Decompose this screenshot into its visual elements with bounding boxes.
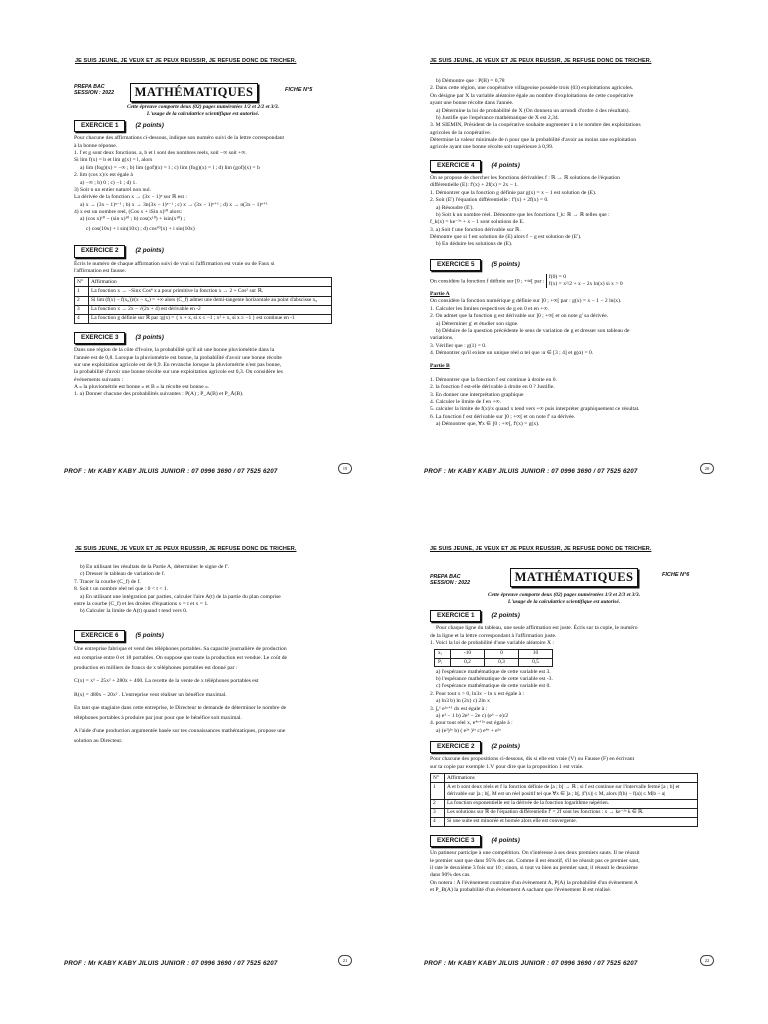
text-line: 1. f et g sont deux fonctions. a, b et l sont des nombres reels, soit −∞ soit +∞. <box>74 150 247 157</box>
text-line: 2. Dans cette région, une coopérative villageoise possède trois (03) exploitations agricoles. <box>430 85 634 92</box>
text-line: A « la pluviométrie est bonne » et B « la récolte est bonne ». <box>74 384 210 391</box>
text-line: la probabilité d'avoir une bonne récolte sur une exploitation agricole est 0,3. On considère les <box>74 369 283 376</box>
text-line: agricoles de la coopérative. <box>430 129 492 136</box>
text-line: A l'aide d'une production argumentée basée sur tes connaissances mathématiques, propose une <box>74 728 286 735</box>
text-line: sur ta copie par exemple 1.V pour dire que la proposition 1 est vraie. <box>430 763 584 770</box>
session-line: SESSION : 2022 <box>430 580 471 587</box>
text-line: 1. Démontrer que la fonction g définie par g(x) = x − 1 est solution de (E). <box>430 189 597 196</box>
text-line: entre la courbe (C_f) et les droites d'équations x = t et x = 1. <box>74 600 209 607</box>
page-footer: PROF : Mr KABY KABY JILUIS JUNIOR : 07 0996 3690 / 07 7525 6207 <box>424 468 638 475</box>
page-19 <box>0 0 384 512</box>
text-line: variations. <box>430 335 454 342</box>
table-cell: 10 <box>519 650 553 658</box>
continuation-text <box>430 78 698 152</box>
exercise-1-body <box>74 135 332 233</box>
page-20 <box>384 0 768 512</box>
text-line: a) −∞ ; b) 0 ; c) −1 ; d) 1. <box>80 179 137 186</box>
table-cell: 0 <box>485 650 519 658</box>
exercise-5-points: (5 points) <box>491 260 520 268</box>
table-cell: 4 <box>75 314 89 323</box>
exercise-1-points: (2 points) <box>491 612 520 620</box>
exercise-2-label: EXERCICE 2 <box>74 245 125 257</box>
exercise-3-points: (3 points) <box>135 333 164 341</box>
text-line: R(x) = 480x − 20x² . L'entreprise veut réaliser un bénéfice maximal. <box>74 691 227 698</box>
function-definition <box>430 274 698 288</box>
text-line: Si lim f(x) = b et lim g(x) = l, alors <box>74 157 153 164</box>
text-line: 1. a) Donner chacune des probabilités suivantes : P(A) ; P_A(B) et P_Ā(B). <box>74 391 244 398</box>
text-line: a) En utilisant une intégration par parties, calculer l'aire A(t) de la partie du plan comprise <box>80 593 281 600</box>
exam-subtitle <box>74 104 332 118</box>
prepa-line: PREPA BAC <box>430 574 461 580</box>
exercise-2-body <box>74 261 332 324</box>
text-line: b) Soit k un nombre réel. Démontre que les fonctions f_k: ℝ → ℝ telles que : <box>436 211 610 218</box>
exercise-1-label: EXERCICE 1 <box>74 120 125 132</box>
exercise-3-body <box>430 850 698 894</box>
table-row <box>431 817 698 826</box>
text-line: Pour chaque ligne du tableau, une seule affirmation est juste. Écris sur ta copie, le numéro <box>436 625 638 632</box>
text-line: a) Résoudre (E'). <box>436 204 474 211</box>
exercise-3-points: (4 points) <box>491 836 520 844</box>
text-line: 4. Démontrer qu'il existe un unique réel α tel que :α ∈ [3 ; 4] et g(α) = 0. <box>430 350 594 357</box>
exercise-5-body <box>430 274 698 428</box>
prepa-label <box>74 84 114 97</box>
exercise-1-label: EXERCICE 1 <box>430 610 481 622</box>
text-line: c) Dresser le tableau de variation de f. <box>80 571 166 578</box>
table-cell: 0,5 <box>519 658 553 666</box>
text-line: 6. La fonction f est dérivable sur ]0 ; +∞[ et on note f' sa dérivée. <box>430 413 576 420</box>
exercise-6-body <box>74 645 332 747</box>
probability-law-table <box>434 649 553 666</box>
text-line: Détermine la valeur minimale de n pour que la probabilité d'avoir au moins une exploitation <box>430 137 637 143</box>
table-cell: xᵢ <box>435 650 451 658</box>
text-line: c) cos(10x) + i sin(10x) ; d) cos¹⁰(x) + i sin(10x) <box>86 225 195 232</box>
text-line: En tant que stagiaire dans cette entreprise, le Directeur te demande de déterminer le nombre de <box>74 705 287 712</box>
text-line: a) lim (fog)(x) = −∞ ; b) lim (gof)(x) = l ; c) lim (fog)(x) = l ; d) lim (gof)(x) = b <box>80 164 260 171</box>
exam-subtitle <box>430 592 698 606</box>
exercise-6-points: (5 points) <box>135 631 164 639</box>
text-line: l'année est de 0,8. Lorsque la pluviométrie est bonne, la probabilité d'avoir une bonne récolte <box>74 354 282 361</box>
text-line: On notera : Ā l'évènement contraire d'un évènement A, P(A) la probabilité d'un évènement A <box>430 879 638 886</box>
text-line: sur une exploitation agricole est de 0,9. En revanche lorsque la pluviométrie n'est pas bonne, <box>74 361 282 368</box>
part-a-title: Partie A <box>430 291 450 298</box>
text-line: b) Justifie que l'espérance mathématique de X est 2,34. <box>436 114 560 121</box>
text-line: 2. Soit (E') l'équation différentielle : f'(x) + 2f(x) = 0. <box>430 197 549 204</box>
text-line: Une entreprise fabrique et vend des téléphones portables. Sa capacité journalière de production <box>74 645 287 652</box>
text-line: 2. la fonction f est-elle dérivable à droite en 0 ? Justifie. <box>430 384 555 391</box>
text-line: 3) Soit n un entier naturel non nul. <box>74 186 152 193</box>
subtitle-line: L'usage de la calculatrice scientifique est autorisé. <box>507 599 621 606</box>
page-footer: PROF : Mr KABY KABY JILUIS JUNIOR : 07 0996 3690 / 07 7525 6207 <box>424 960 638 967</box>
exercise-2-label: EXERCICE 2 <box>430 741 481 753</box>
table-row <box>75 314 332 323</box>
page-footer: PROF : Mr KABY KABY JILUIS JUNIOR : 07 0996 3690 / 07 7525 6207 <box>64 960 278 967</box>
text-line: téléphones portables à produire par jour pour que le bénéfice soit maximal. <box>74 714 242 721</box>
text-line: 3. ∫₀¹ e²ˣ⁺¹ dx est égale à : <box>430 705 488 712</box>
definition-case: f(0) = 0 <box>548 274 567 281</box>
affirmation-table <box>74 277 332 324</box>
text-line: Pour chacune des propositions ci-dessous, dis si elle est vraie (V) ou Fausse (F) en écrivant <box>430 756 635 763</box>
text-line: ayant une bonne récolte dans l'année. <box>430 100 514 107</box>
exercise-4-points: (4 points) <box>491 161 520 169</box>
table-header: N° <box>431 774 445 783</box>
table-cell: A et b sont deux réels et f la fonction définie de [a ; b] → ℝ ; si f est continue sur l'intervalle fermé [a ; b] et dérivable sur ]a ; b[, M est un réel positif tel que ∀x ∈ ]a ; b[, |f'(x)| ≤ M, alors |f(b) − f(a)| ≤ M|b − a| <box>445 783 698 799</box>
exercise-4-body <box>430 175 698 249</box>
table-header: Affirmation <box>89 278 332 287</box>
table-cell: La fonction x → 2x − √(2x + 4) est dérivable en -2 <box>89 305 332 314</box>
text-line: production en milliers de francs de x téléphones portables est donné par : <box>74 664 238 671</box>
text-line: événements suivants : <box>74 376 124 383</box>
exercise-2-points: (2 points) <box>135 247 164 255</box>
text-line: 1. Calculer les limites respectives de g en 0 et en +∞. <box>430 305 549 312</box>
text-line: b) Déduire de la question précédente le sens de variation de g et dresser son tableau de <box>436 327 630 334</box>
text-line: a) Déterminer g' et étudier son signe. <box>436 320 519 327</box>
table-cell: La fonction g définie sur ℝ par :g(x) = { x + x, si x ≤ −1 ; x² + x, si x ≥ −1 } est continue en -1 <box>89 314 332 323</box>
text-line: 2. On admet que la fonction g est dérivable sur ]0 ; +∞[ et on note g' sa dérivée. <box>430 313 609 320</box>
exercise-1-points: (2 points) <box>135 122 164 130</box>
exercise-2-body <box>430 756 698 827</box>
table-row <box>431 799 698 808</box>
text-line: a) e³ − 1 b) 2e³ − 2e c) (e³ − e)/2 <box>436 712 509 719</box>
text-line: 1. Voici la loi de probabilité d'une variable aléatoire X : <box>430 640 554 647</box>
text-line: b) Démontre que : P(B) = 0,78 <box>436 78 505 84</box>
text-line: 4. Calculer le limite de f en +∞. <box>430 398 501 405</box>
table-cell: 3 <box>75 305 89 314</box>
exercise-4-label: EXERCICE 4 <box>430 160 481 172</box>
table-cell: -10 <box>451 650 485 658</box>
definition-text: On considère la fonction f définie sur [0 ; +∞[ par : <box>430 278 545 285</box>
table-cell: 1 <box>431 783 445 799</box>
page-footer: PROF : Mr KABY KABY JILUIS JUNIOR : 07 0996 3690 / 07 7525 6207 <box>64 468 278 475</box>
text-line: 3. Vérifier que : g(1) = 0. <box>430 342 487 349</box>
text-line: 8. Soit t un nombre réel tel que : 0 < t < 1. <box>74 586 169 593</box>
fiche-number: FICHE N°5 <box>285 87 313 93</box>
table-cell: La fonction x → −Sinx Cos⁴ x a pour primitive la fonction x → 2 + Cos⁵ sur ℝ. <box>89 287 332 296</box>
affirmation-table <box>430 773 698 827</box>
page-22 <box>384 512 768 1024</box>
continuation-text <box>74 564 332 616</box>
text-line: Démontre que si f est solution de (E) alors f − g est solution de (E'). <box>430 234 582 241</box>
table-row <box>75 296 332 305</box>
text-line: le premier saut que dans 95% des cas. Comme il est émotif, s'il ne réussit pas ce premier saut, <box>430 857 640 864</box>
text-line: 2. Pour tout x > 0, ln3x − ln x est égale à : <box>430 690 525 697</box>
text-line: est comprise entre 0 et 18 portables. On suppose que toute la production est vendue. Le coût de <box>74 655 287 662</box>
text-line: 4. pour tout réel x, e⁴ˣ⁺²ˣ est égale à : <box>430 720 513 727</box>
page-number: 20 <box>700 463 714 474</box>
page-21 <box>0 512 384 1024</box>
session-line: SESSION : 2022 <box>74 90 115 97</box>
page-number: 19 <box>338 463 352 474</box>
text-line: a) ln3 b) ln (2x) c) 2ln x <box>436 698 490 705</box>
text-line: 3. M SIEMIN, Président de la coopérative souhaite augmenter à n le nombre des exploitations <box>430 122 641 129</box>
table-row <box>75 305 332 314</box>
exercise-1-body <box>430 625 698 735</box>
table-header-row <box>75 278 332 287</box>
text-line: 7. Tracer la courbe (C_f) de f. <box>74 578 141 585</box>
text-line: a) x → (3x − 1)ⁿ⁻¹ ; b) x → 3n(3x − 1)ⁿ⁻¹ ; c) x → (3x − 1)ⁿ⁺¹ ; d) x → n(3x − 1)ⁿ⁺¹ <box>80 201 268 208</box>
text-line: solution au Directeur. <box>74 737 123 744</box>
table-row <box>435 650 553 658</box>
table-cell: 0,2 <box>451 658 485 666</box>
part-b-title: Partie B <box>430 363 450 370</box>
text-line: a) (e²)²ˣ b) ( e²ˣ )²ˣ c) e⁴ˣ + e²ˣ <box>436 727 501 734</box>
definition-case: f(x) = x²/2 + x − 2x ln(x) si x > 0 <box>548 281 623 288</box>
page-header: JE SUIS JEUNE, JE VEUX ET JE PEUX REUSSIR, JE REFUSE DONC DE TRICHER. <box>430 546 652 552</box>
text-line: dans 90% des cas. <box>430 872 471 879</box>
page-number: 21 <box>338 955 352 966</box>
text-line: 2. lim (cos x)/x est égale à <box>74 172 133 179</box>
exercise-3-body <box>74 347 332 399</box>
table-cell: 3 <box>431 808 445 817</box>
text-line: 5. calculer la limite de f(x)/x quand x tend vers +∞ puis interpréter graphiquement ce résultat. <box>430 406 640 413</box>
exercise-2-points: (2 points) <box>491 743 520 751</box>
page-number: 22 <box>700 955 714 966</box>
text-line: Dans une région de la côte d'Ivoire, la probabilité qu'il ait une bonne pluviométrie dans la <box>74 347 275 354</box>
text-line: La dérivée de la fonction x → (3x − 1)ⁿ sur ℝ est : <box>74 194 187 201</box>
subtitle-line: L'usage de la calculatrice scientifique est autorisé. <box>146 111 260 118</box>
table-cell: Les solutions sur ℝ de l'équation différentielle f' = 2f sont les fonctions : x → ke⁻²ˣ k ∈ ℝ. <box>445 808 698 817</box>
table-row <box>431 783 698 799</box>
text-line: c) l'espérance mathématique de cette variable est 0. <box>436 683 551 690</box>
text-line: On se propose de chercher les fonctions dérivables f : ℝ → ℝ solutions de l'équation <box>430 175 620 182</box>
table-header-row <box>431 774 698 783</box>
table-header: Affirmations <box>445 774 698 783</box>
table-cell: 1 <box>75 287 89 296</box>
text-line: de la ligne et la lettre correspondant à l'affirmation juste. <box>430 632 557 639</box>
page-header: JE SUIS JEUNE, JE VEUX ET JE PEUX REUSSIR, JE REFUSE DONC DE TRICHER. <box>75 546 297 552</box>
subtitle-line: Cette épreuve comporte deux (02) pages numérotées 1/3 et 2/3 et 3/3. <box>487 592 641 598</box>
text-line: a) Démontrer que, ∀x ∈ ]0 ; +∞[, f'(x) = g(x). <box>436 421 540 428</box>
title-box: MATHÉMATIQUES <box>510 568 638 587</box>
fiche-number: FICHE N°6 <box>662 572 690 578</box>
text-line: a) (cos x)¹⁰ − (sin x)¹⁰ ; b) cos(x¹⁰) + isin(x¹⁰) ; <box>80 216 186 223</box>
text-line: Pour chacune des affirmations ci-dessous, indique son numéro suivi de la lettre correspondant <box>74 135 285 142</box>
table-cell: 2 <box>75 296 89 305</box>
text-line: 3. En donner une interprétation graphique <box>430 391 524 398</box>
text-line: et P_B(A) la probabilité d'un évènement A sachant que l'évènement B est réalisé. <box>430 887 612 894</box>
table-cell: 2 <box>431 799 445 808</box>
text-line: à la bonne réponse. <box>74 142 118 149</box>
exercise-3-label: EXERCICE 3 <box>74 332 125 344</box>
text-line: Un patineur participe à une compétition. On s'intéresse à ses deux premiers sauts. Il ne réussit <box>430 850 640 857</box>
prepa-label <box>430 574 470 587</box>
text-line: Écris le numéro de chaque affirmation suivi de vrai si l'affirmation est vraie ou de Faux si <box>74 260 275 267</box>
text-line: agricole ayant une bonne récolte soit supérieure à 0,99. <box>430 144 554 151</box>
exercise-5-label: EXERCICE 5 <box>430 259 481 271</box>
table-cell: La fonction exponentielle est la dérivée de la fonction logarithme népérien. <box>445 799 698 808</box>
text-line: l'affirmation est fausse. <box>74 267 127 274</box>
title-box: MATHÉMATIQUES <box>130 83 258 102</box>
table-cell: Pᵢ <box>435 658 451 666</box>
text-line: 1. Démontrer que la fonction f est continue à droite en 0. <box>430 376 557 383</box>
table-cell: Si une suite est minorée et bornée alors elle est convergente. <box>445 817 698 826</box>
text-line: b) En utilisant les résultats de la Partie A, déterminer le signe de f'. <box>80 564 230 570</box>
text-line: a) l'espérance mathématique de cette variable est 3. <box>436 668 551 675</box>
page-header: JE SUIS JEUNE, JE VEUX ET JE PEUX REUSSIR, JE REFUSE DONC DE TRICHER. <box>430 58 652 64</box>
text-line: différentielle (E): f'(x) + 2f(x) = 2x − 1. <box>430 182 519 189</box>
exercise-6-label: EXERCICE 6 <box>74 630 125 642</box>
text-line: On considère la fonction numérique g définie sur ]0 ; +∞[ par : g(x) = x − 1 − 2 ln(x). <box>430 298 622 305</box>
table-header: N° <box>75 278 89 287</box>
table-row <box>431 808 698 817</box>
text-line: b) l'espérance mathématique de cette variable est -3. <box>436 676 553 683</box>
text-line: 3. a) Soit f une fonction dérivable sur ℝ. <box>430 226 521 233</box>
page-header: JE SUIS JEUNE, JE VEUX ET JE PEUX REUSSIR, JE REFUSE DONC DE TRICHER. <box>75 58 297 64</box>
table-row <box>75 287 332 296</box>
subtitle-line: Cette épreuve comporte deux (02) pages numérotées 1/2 et 2/2 et 3/3. <box>126 104 280 110</box>
text-line: 4) x est un nombre reel, (Cos x + iSin x)¹⁰ alors: <box>74 209 183 216</box>
text-line: a) Détermine la loi de probabilité de X (On donnera un arrondi d'ordre 4 des résultats). <box>436 107 630 114</box>
text-line: b) Calculer la limite de A(t) quand t tend vers 0. <box>80 608 188 615</box>
table-row <box>435 658 553 666</box>
text-line: C(x) = x³ − 25x² + 280x + 400. La recette de la vente de x téléphones portables est <box>74 678 259 685</box>
table-cell: 4 <box>431 817 445 826</box>
text-line: On désigne par X la variable aléatoire égale au nombre d'exploitations de cette coopérative <box>430 92 634 99</box>
table-cell: Si lim (f(x) − f(x₀))/(x − x₀) = +∞ alors (C_f) admet une demi-tangente horizontale au point d'abscisse x₀ <box>89 296 332 305</box>
table-cell: 0,3 <box>485 658 519 666</box>
text-line: il rate le deuxième 3 fois sur 10 ; sinon, si tout va bien au premier saut, il réussit le deuxième <box>430 864 638 871</box>
definition-cases <box>546 274 623 288</box>
prepa-line: PREPA BAC <box>74 84 105 90</box>
text-line: f_k(x) = ke⁻²ˣ + x − 1 sont solutions de E. <box>430 219 525 226</box>
exercise-3-label: EXERCICE 3 <box>430 835 481 847</box>
text-line: b) En déduire les solutions de (E). <box>436 241 513 248</box>
